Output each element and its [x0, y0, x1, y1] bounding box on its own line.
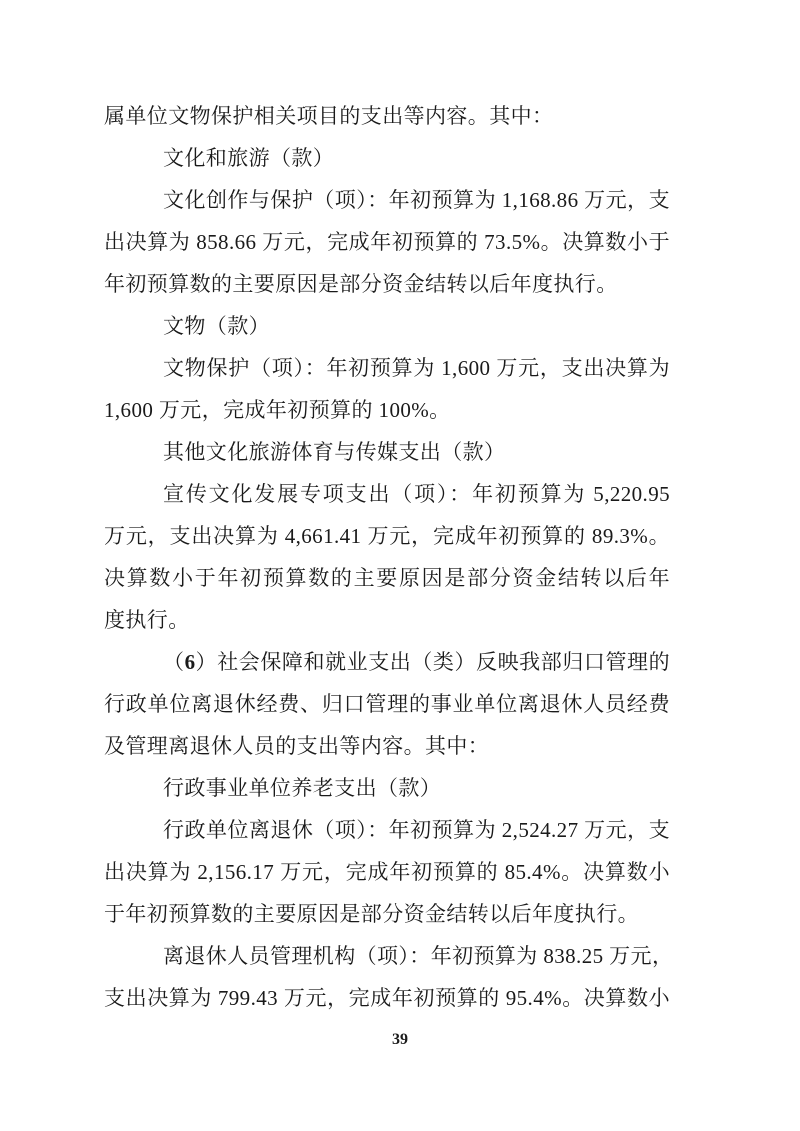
page-number: 39	[392, 1031, 408, 1048]
text-line: 行政事业单位养老支出（款）	[163, 776, 442, 800]
text-line: 行政单位离退休经费、归口管理的事业单位离退休人员经费	[104, 692, 670, 716]
document-text	[104, 95, 674, 1019]
text-line: 度执行。	[104, 608, 190, 632]
text-segment: （	[163, 650, 185, 674]
text-line: 离退休人员管理机构（项）：年初预算为 838.25 万元，	[163, 944, 674, 968]
text-line: 出决算为 2,156.17 万元，完成年初预算的 85.4%。决算数小	[104, 860, 670, 884]
text-line: 支出决算为 799.43 万元，完成年初预算的 95.4%。决算数小	[104, 986, 670, 1010]
text-line: 文物（款）	[163, 314, 270, 338]
text-line	[104, 641, 670, 683]
text-segment: ）社会保障和就业支出（类）反映我部归口管理的	[195, 650, 670, 674]
text-line: 宣传文化发展专项支出（项）：年初预算为 5,220.95	[163, 482, 670, 506]
text-line: 行政单位离退休（项）：年初预算为 2,524.27 万元，支	[163, 818, 670, 842]
clause-number: 6	[184, 650, 196, 674]
text-line: 决算数小于年初预算数的主要原因是部分资金结转以后年	[104, 566, 670, 590]
text-line: 文化创作与保护（项）：年初预算为 1,168.86 万元，支	[163, 188, 670, 212]
text-line: 及管理离退休人员的支出等内容。其中：	[104, 734, 490, 758]
text-line: 年初预算数的主要原因是部分资金结转以后年度执行。	[104, 272, 618, 296]
text-line: 于年初预算数的主要原因是部分资金结转以后年度执行。	[104, 902, 639, 926]
text-line: 1,600 万元，完成年初预算的 100%。	[104, 398, 451, 422]
text-line: 万元，支出决算为 4,661.41 万元，完成年初预算的 89.3%。	[104, 524, 670, 548]
text-line: 属单位文物保护相关项目的支出等内容。其中：	[104, 104, 554, 128]
text-line: 文化和旅游（款）	[163, 146, 335, 170]
text-line: 其他文化旅游体育与传媒支出（款）	[163, 440, 506, 464]
text-line: 出决算为 858.66 万元，完成年初预算的 73.5%。决算数小于	[104, 230, 670, 254]
text-line: 文物保护（项）：年初预算为 1,600 万元，支出决算为	[163, 356, 670, 380]
